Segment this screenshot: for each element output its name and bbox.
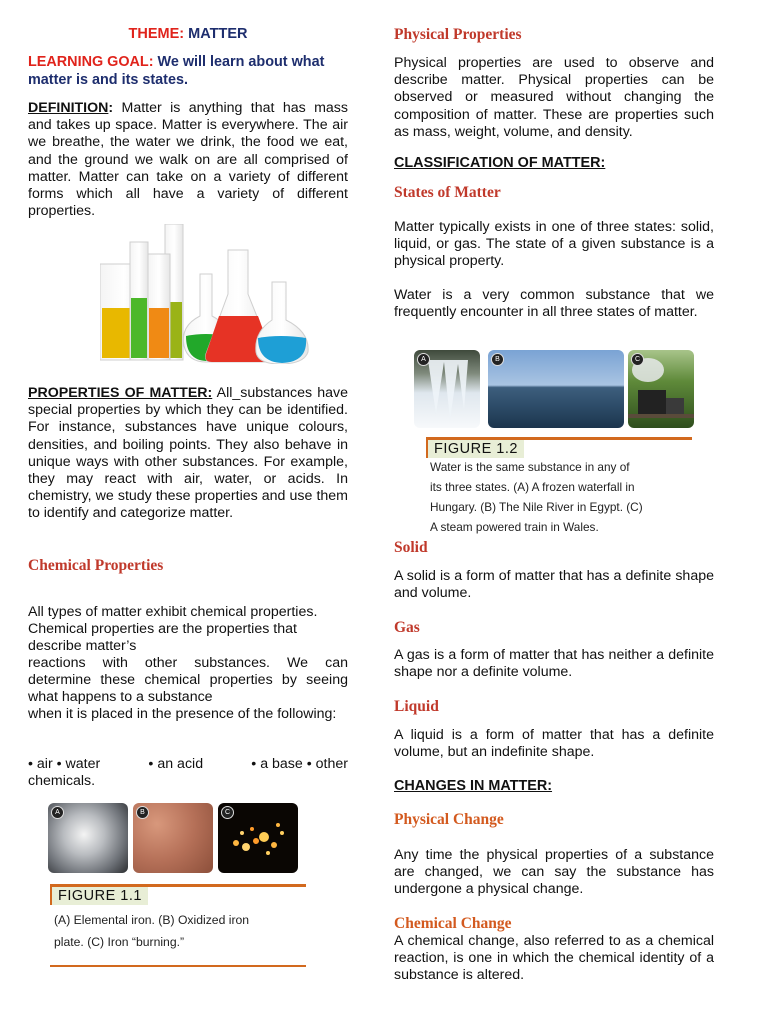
oxidized-iron-photo: [133, 803, 213, 873]
gas-heading: Gas: [394, 619, 420, 636]
figure-1-2-label: FIGURE 1.2: [426, 440, 524, 458]
figure-1-2-caption-line: its three states. (A) A frozen waterfall in: [430, 480, 635, 494]
photo-badge: C: [221, 806, 234, 819]
bullets-continuation: chemicals.: [28, 773, 96, 789]
figure-1-1-bottom-rule: [50, 965, 306, 967]
states-of-matter-heading: States of Matter: [394, 184, 501, 201]
figure-1-1-label: FIGURE 1.1: [50, 887, 148, 905]
chemical-paragraph-3: when it is placed in the presence of the following:: [28, 706, 337, 722]
bullet-item: • air • water: [28, 756, 101, 772]
learning-goal-label: LEARNING GOAL:: [28, 54, 154, 70]
learning-goal: [28, 53, 348, 89]
theme-label: THEME:: [128, 26, 185, 42]
exposure-bullets: [28, 756, 348, 773]
theme-line: [28, 26, 348, 42]
figure-1-1-caption-line: (A) Elemental iron. (B) Oxidized iron: [54, 913, 250, 927]
chemical-change-paragraph: A chemical change, also referred to as a chemical reaction, is one in which the chemical identity of a substance is altered.: [394, 933, 714, 984]
elemental-iron-photo: [48, 803, 128, 873]
chemical-change-heading: Chemical Change: [394, 915, 512, 932]
figure-1-2-caption-line: A steam powered train in Wales.: [430, 520, 599, 534]
lab-glassware-illustration: [100, 224, 312, 364]
figure-1-2-caption-line: Hungary. (B) The Nile River in Egypt. (C): [430, 500, 643, 514]
figure-1-2-caption-line: Water is the same substance in any of: [430, 460, 630, 474]
states-paragraph-1: Matter typically exists in one of three states: solid, liquid, or gas. The state of a given substance is a physical property.: [394, 219, 714, 270]
solid-heading: Solid: [394, 539, 428, 556]
chemical-properties-heading: Chemical Properties: [28, 557, 164, 574]
figure-1-1-caption-box: [50, 884, 306, 967]
properties-paragraph: [28, 385, 348, 523]
physical-change-paragraph: Any time the physical properties of a substance are changed, we can say the substance has undergone a physical change.: [394, 847, 714, 898]
chemical-paragraph-1: All types of matter exhibit chemical properties. Chemical properties are the properties that describe matter’s: [28, 604, 318, 655]
definition-text: Matter is anything that has mass and takes up space. Matter is everywhere. The air we breathe, the water we drink, the food we eat, and the ground we walk on are all comprised of matter. Matter can take on a variety of different forms which all have a variety of different properties.: [28, 100, 348, 220]
definition-paragraph: [28, 100, 348, 220]
learning-goal-text: We will learn about what matter is and its states.: [28, 54, 325, 88]
definition-label: DEFINITION: [28, 100, 109, 116]
properties-text: All_substances have special properties by which they can be identified. For instance, substances have unique colours, densities, and boiling points. They also behave in unique ways with other substances. For example, they may react with air, water, or acids. In chemistry, we study these properties and use them to identify and categorize matter.: [28, 385, 348, 522]
figure-1-2-caption-box: [426, 437, 692, 535]
bullet-item: • an acid: [148, 756, 204, 772]
photo-badge: A: [51, 806, 64, 819]
solid-paragraph: A solid is a form of matter that has a definite shape and volume.: [394, 568, 714, 602]
burning-iron-photo: [218, 803, 298, 873]
bullet-item: • a base • other: [251, 756, 348, 772]
photo-badge: B: [136, 806, 149, 819]
properties-label: PROPERTIES OF MATTER:: [28, 385, 213, 401]
figure-1-1-caption-line: plate. (C) Iron “burning.”: [54, 935, 185, 949]
physical-properties-paragraph: Physical properties are used to observe and describe matter. Physical properties can be observed or measured without changing the composition of matter. These are properties such as mass, weight, volume, and density.: [394, 55, 714, 140]
gas-paragraph: A gas is a form of matter that has neither a definite shape nor a definite volume.: [394, 647, 714, 681]
liquid-paragraph: A liquid is a form of matter that has a definite volume, but an indefinite shape.: [394, 727, 714, 761]
liquid-heading: Liquid: [394, 698, 439, 715]
physical-change-heading: Physical Change: [394, 811, 504, 828]
physical-properties-heading: Physical Properties: [394, 26, 522, 43]
photo-badge: C: [631, 353, 644, 366]
chemical-paragraph-2: reactions with other substances. We can determine these chemical properties by seeing what happens to a substance: [28, 655, 348, 706]
photo-badge: A: [417, 353, 430, 366]
theme-value: MATTER: [188, 26, 248, 42]
photo-badge: B: [491, 353, 504, 366]
frozen-waterfall-photo: [414, 350, 480, 428]
steam-train-photo: [628, 350, 694, 428]
states-paragraph-2: Water is a very common substance that we frequently encounter in all three states of matter.: [394, 287, 714, 321]
classification-heading: CLASSIFICATION OF MATTER:: [394, 155, 606, 171]
nile-river-photo: [488, 350, 624, 428]
definition-colon: :: [108, 100, 114, 116]
changes-heading: CHANGES IN MATTER:: [394, 778, 553, 794]
